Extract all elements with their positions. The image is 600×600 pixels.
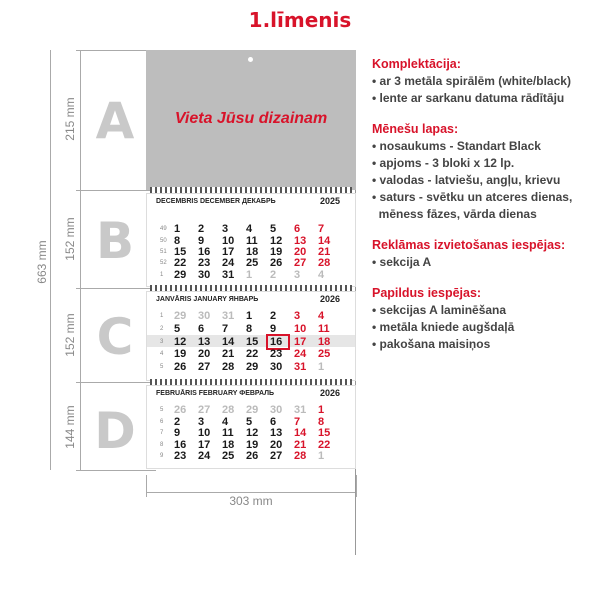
tick-end [76, 470, 156, 471]
day-cell: 19 [246, 438, 259, 451]
day-cell: 10 [294, 322, 307, 335]
day-cell: 26 [174, 361, 187, 374]
info-section [372, 121, 597, 223]
month-name: FEBRUĀRIS FEBRUARY ФЕВРАЛЬ [156, 390, 275, 397]
day-cell: 17 [222, 246, 235, 258]
week-number: 5 [160, 407, 164, 413]
day-cell: 8 [318, 415, 325, 428]
day-cell: 11 [222, 427, 234, 440]
day-cell: 28 [294, 450, 307, 463]
day-cell: 16 [174, 438, 187, 451]
day-cell: 30 [198, 310, 211, 322]
week-number: 8 [160, 441, 164, 448]
info-heading: Komplektācija: [372, 57, 461, 71]
day-cell: 25 [222, 450, 235, 463]
day-cell: 24 [198, 450, 211, 463]
day-cell: 27 [198, 361, 211, 374]
info-item: • ar 3 metāla spirālēm (white/black) [372, 74, 571, 88]
day-cell: 27 [198, 404, 211, 416]
day-cell: 23 [198, 257, 211, 270]
week-number: 9 [160, 453, 164, 460]
day-cell: 21 [318, 246, 331, 258]
day-cell: 30 [270, 361, 283, 374]
day-cell: 28 [222, 361, 235, 374]
section-letter-c: C [96, 308, 134, 366]
info-item: • sekcijas A laminēšana [372, 303, 507, 317]
section-dim-line [80, 50, 81, 470]
month-year: 2025 [320, 196, 341, 206]
day-cell: 18 [222, 438, 235, 451]
day-cell: 9 [198, 234, 205, 247]
page-title: 1.līmenis [248, 8, 352, 32]
info-heading: Papildus iespējas: [372, 286, 482, 300]
day-cell: 8 [246, 322, 253, 335]
day-cell: 24 [222, 257, 235, 270]
day-cell: 13 [270, 427, 283, 440]
day-cell: 22 [174, 257, 187, 270]
dim-c-label: 152 mm [63, 313, 77, 357]
info-item: • saturs - svētku un atceres dienas, [372, 190, 573, 204]
week-number: 3 [160, 338, 164, 345]
day-cell: 26 [270, 257, 283, 270]
dim-a-label: 215 mm [63, 97, 77, 141]
day-cell: 12 [174, 335, 187, 348]
info-item: • apjoms - 3 bloki x 12 lp. [372, 156, 515, 170]
day-cell: 7 [294, 415, 301, 428]
day-cell: 15 [174, 246, 187, 258]
tick-d [76, 382, 156, 383]
day-cell: 1 [174, 223, 181, 236]
tick-c [76, 288, 156, 289]
day-cell: 20 [294, 246, 307, 258]
day-cell: 14 [222, 335, 235, 348]
day-cell: 22 [318, 438, 331, 451]
day-cell: 16 [270, 335, 283, 348]
day-cell: 13 [198, 335, 211, 348]
day-cell: 27 [270, 450, 283, 463]
info-panel [372, 56, 597, 367]
day-cell: 26 [246, 450, 259, 463]
section-letter-a: A [95, 92, 135, 150]
day-cell: 6 [294, 223, 301, 236]
info-item: • valodas - latviešu, angļu, krievu [372, 173, 561, 187]
info-item: • lente ar sarkanu datuma rādītāju [372, 91, 565, 105]
day-cell: 21 [222, 348, 235, 361]
tick-a [76, 50, 156, 51]
week-number: 5 [160, 364, 164, 371]
day-cell: 18 [246, 246, 259, 258]
day-cell: 22 [246, 348, 259, 361]
day-cell: 25 [246, 257, 259, 270]
week-number: 1 [160, 271, 164, 278]
total-dim-label: 663 mm [35, 240, 49, 284]
day-cell: 1 [246, 268, 253, 281]
day-cell: 27 [294, 257, 307, 270]
day-cell: 29 [174, 268, 187, 281]
dim-d-label: 144 mm [63, 405, 77, 449]
day-cell: 2 [270, 310, 277, 322]
day-cell: 2 [198, 223, 205, 236]
day-cell: 5 [174, 322, 181, 335]
month-year: 2026 [320, 294, 341, 304]
day-cell: 14 [318, 234, 331, 247]
info-heading: Reklāmas izvietošanas iespējas: [372, 238, 566, 252]
week-number: 52 [160, 260, 167, 267]
day-cell: 18 [318, 335, 331, 348]
day-cell: 7 [318, 223, 325, 236]
day-cell: 10 [198, 427, 211, 440]
day-cell: 7 [222, 322, 229, 335]
week-number: 1 [160, 313, 164, 319]
day-cell: 13 [294, 234, 307, 247]
day-cell: 11 [246, 234, 258, 247]
day-cell: 17 [294, 335, 307, 348]
day-cell: 9 [270, 322, 277, 335]
info-section [372, 285, 597, 353]
day-cell: 1 [318, 450, 325, 463]
week-number: 50 [160, 237, 167, 244]
day-cell: 26 [174, 404, 187, 416]
day-cell: 28 [222, 404, 235, 416]
day-cell: 3 [294, 310, 301, 322]
day-cell: 21 [294, 438, 307, 451]
day-cell: 17 [198, 438, 211, 451]
width-dim-line [146, 492, 356, 493]
day-cell: 31 [294, 404, 307, 416]
day-cell: 2 [174, 415, 181, 428]
month-name: JANVĀRIS JANUARY ЯНВАРЬ [156, 296, 259, 303]
day-cell: 12 [246, 427, 259, 440]
day-cell: 31 [222, 310, 235, 322]
hole-icon [248, 57, 253, 62]
info-item: • nosaukums - Standart Black [372, 139, 541, 153]
day-cell: 4 [222, 415, 229, 428]
day-cell: 4 [246, 223, 253, 236]
day-cell: 24 [294, 348, 307, 361]
day-cell: 20 [198, 348, 211, 361]
month-year: 2026 [320, 388, 341, 398]
dim-b-label: 152 mm [63, 217, 77, 261]
width-tick-right [356, 475, 357, 497]
section-letter-b: B [95, 212, 135, 270]
day-cell: 14 [294, 427, 307, 440]
week-number: 4 [160, 351, 164, 358]
day-cell: 31 [222, 268, 235, 281]
info-item: mēness fāzes, vārda dienas [372, 207, 537, 221]
day-cell: 19 [270, 246, 283, 258]
day-cell: 23 [174, 450, 187, 463]
day-cell: 31 [294, 361, 307, 374]
day-cell: 3 [294, 268, 301, 281]
day-cell: 19 [174, 348, 187, 361]
day-cell: 6 [198, 322, 205, 335]
info-item: • pakošana maisiņos [372, 337, 491, 351]
day-cell: 8 [174, 234, 181, 247]
width-tick-left [146, 475, 147, 497]
day-cell: 2 [270, 268, 277, 281]
day-cell: 1 [318, 361, 325, 374]
section-letter-d: D [94, 402, 136, 460]
day-cell: 28 [318, 257, 331, 270]
day-cell: 3 [198, 415, 205, 428]
day-cell: 29 [174, 310, 187, 322]
design-placeholder-text: Vieta Jūsu dizainam [174, 110, 328, 127]
width-dim-label: 303 mm [229, 494, 273, 508]
day-cell: 29 [246, 404, 259, 416]
day-cell: 25 [318, 348, 331, 361]
day-cell: 12 [270, 234, 283, 247]
day-cell: 4 [318, 310, 325, 322]
day-cell: 29 [246, 361, 259, 374]
day-cell: 16 [198, 246, 211, 258]
total-dim-line [50, 50, 51, 470]
day-cell: 30 [270, 404, 283, 416]
day-cell: 23 [270, 348, 283, 361]
week-number: 6 [160, 418, 164, 425]
week-number: 49 [160, 226, 167, 233]
info-item: • sekcija A [372, 255, 432, 269]
day-cell: 15 [246, 335, 259, 348]
day-cell: 10 [222, 234, 235, 247]
day-cell: 20 [270, 438, 283, 451]
info-section [372, 56, 597, 107]
day-cell: 9 [174, 427, 181, 440]
month-name: DECEMBRIS DECEMBER ДЕКАБРЬ [156, 198, 276, 205]
week-number: 2 [160, 325, 164, 332]
info-section [372, 237, 597, 271]
day-cell: 5 [270, 223, 277, 236]
day-cell: 1 [318, 404, 325, 416]
info-item: • metāla kniede augšdaļā [372, 320, 515, 334]
tick-b [76, 190, 156, 191]
day-cell: 1 [246, 310, 253, 322]
day-cell: 4 [318, 268, 325, 281]
day-cell: 6 [270, 415, 277, 428]
day-cell: 15 [318, 427, 331, 440]
day-cell: 3 [222, 223, 229, 236]
week-number: 51 [160, 249, 167, 255]
day-cell: 30 [198, 268, 211, 281]
day-cell: 11 [318, 322, 330, 335]
day-cell: 5 [246, 415, 253, 428]
week-number: 7 [160, 430, 164, 437]
info-heading: Mēnešu lapas: [372, 122, 459, 136]
